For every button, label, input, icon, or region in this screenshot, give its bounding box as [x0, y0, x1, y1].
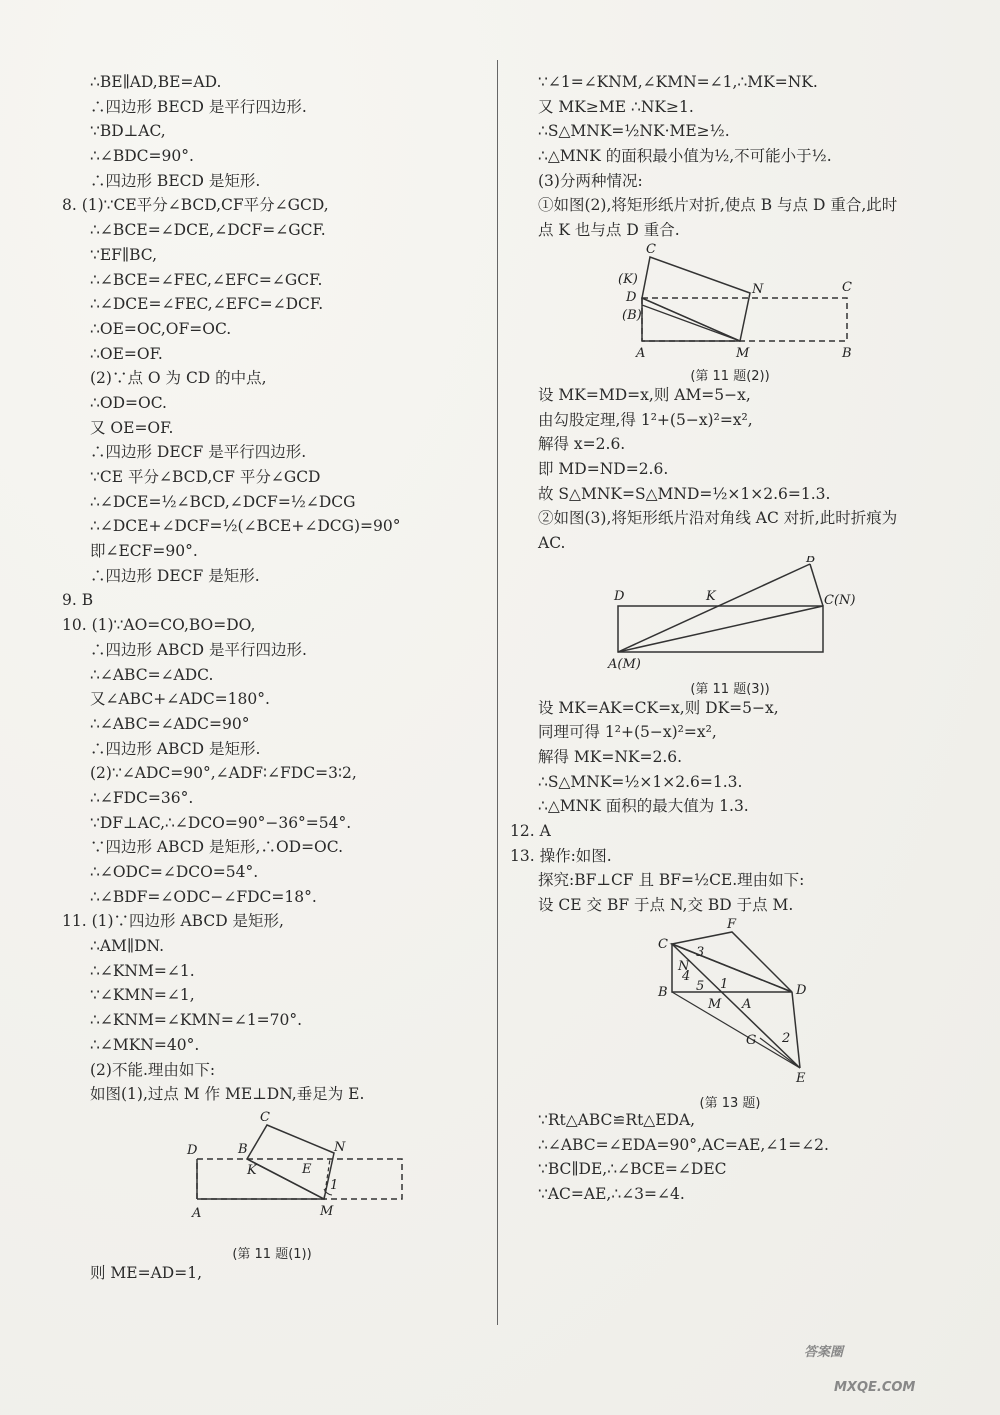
fig2-label-B-paren: (B)	[622, 307, 642, 323]
right-lines-3-line: 设 CE 交 BF 于点 N,交 BD 于点 M.	[538, 896, 794, 915]
left-column	[62, 70, 482, 1286]
figure-11-1-diagram	[62, 1111, 482, 1239]
fig1-label-N: N	[334, 1139, 346, 1155]
fig3-label-K: K	[706, 588, 716, 604]
left-lines-2-line: ∴四边形 DECF 是矩形.	[90, 566, 260, 585]
fig1-label-B: B	[238, 1141, 248, 1157]
fig3-label-B: B	[806, 555, 816, 566]
fig1-label-M: M	[320, 1203, 334, 1219]
fig1-label-K: K	[247, 1162, 257, 1178]
left-last-line: 则 ME=AD=1,	[90, 1263, 202, 1282]
fig13-label-4: 4	[682, 968, 691, 984]
left-lines-2-line: 11. (1)∵四边形 ABCD 是矩形,	[62, 912, 284, 931]
right-lines-1-line: ①如图(2),将矩形纸片对折,使点 B 与点 D 重合,此时	[538, 196, 898, 215]
watermark-sub: MXQE.COM	[834, 1380, 916, 1395]
figure-11-3-diagram	[510, 556, 950, 674]
left-lines-2-line: ∴四边形 ABCD 是矩形.	[90, 739, 261, 758]
left-lines-1-line: ∴BE∥AD,BE=AD.	[90, 73, 222, 91]
fig13-label-C: C	[658, 936, 668, 952]
fig2-label-M: M	[736, 345, 750, 361]
right-lines-3-line: 设 MK=AK=CK=x,则 DK=5−x,	[538, 698, 779, 717]
fig13-label-E: E	[796, 1070, 806, 1086]
right-lines-3-line: 探究:BF⊥CF 且 BF=½CE.理由如下:	[538, 871, 805, 890]
left-lines-2-line: ∴∠KNM=∠KMN=∠1=70°.	[90, 1011, 303, 1030]
fig13-label-B: B	[658, 984, 668, 1000]
left-lines-2-line: ∴∠ABC=∠ADC.	[90, 665, 214, 684]
fig13-label-3: 3	[696, 944, 705, 960]
left-lines-2-line: 8. (1)∵CE平分∠BCD,CF平分∠GCD,	[62, 196, 329, 215]
figure-13-caption: (第 13 题)	[699, 1095, 761, 1111]
fig3-label-AM: A(M)	[608, 656, 641, 672]
right-lines-3-line: 12. A	[510, 822, 551, 841]
left-lines-1-line: ∵BD⊥AC,	[90, 122, 166, 141]
fig13-label-D: D	[796, 982, 807, 998]
right-lines-2-line: 即 MD=ND=2.6.	[538, 459, 669, 478]
watermark-main: 答案圈	[804, 1345, 844, 1360]
fig2-label-C2: C	[842, 279, 852, 295]
left-lines-1-line: ∴四边形 BECD 是矩形.	[90, 171, 261, 190]
left-lines-2-line: (2)∵∠ADC=90°,∠ADF∶∠FDC=3∶2,	[90, 764, 357, 783]
fig13-label-2: 2	[782, 1030, 791, 1046]
left-lines-2-line: ∵四边形 ABCD 是矩形,∴OD=OC.	[90, 838, 344, 857]
right-lines-2-line: ②如图(3),将矩形纸片沿对角线 AC 对折,此时折痕为	[538, 509, 898, 528]
left-lines-2-line: ∴∠KNM=∠1.	[90, 961, 195, 980]
fig2-label-B: B	[842, 345, 852, 361]
column-divider	[497, 60, 498, 1325]
left-lines-2-line: ∴∠MKN=40°.	[90, 1035, 200, 1054]
figure-11-2	[510, 243, 950, 383]
right-lines-3-line: 同理可得 1²+(5−x)²=x²,	[538, 723, 717, 742]
watermark-logo	[794, 1301, 984, 1401]
right-lines-2-line: 故 S△MNK=S△MND=½×1×2.6=1.3.	[538, 484, 831, 503]
right-lines-3-line: 解得 MK=NK=2.6.	[538, 748, 683, 766]
fig13-label-G: G	[746, 1032, 757, 1048]
right-column	[510, 70, 950, 1207]
right-lines-1-line: (3)分两种情况:	[538, 171, 643, 190]
figure-11-1	[62, 1111, 482, 1261]
fig1-label-A: A	[192, 1205, 202, 1221]
fig2-label-K: (K)	[618, 271, 638, 287]
left-lines-2-line: 又∠ABC+∠ADC=180°.	[90, 690, 270, 709]
right-lines-2-line: AC.	[538, 533, 566, 552]
left-lines-2-line: ∵CE 平分∠BCD,CF 平分∠GCD	[90, 468, 321, 486]
left-lines-2-line: ∴∠DCE=∠FEC,∠EFC=∠DCF.	[90, 295, 324, 314]
left-lines-2-line: ∴∠ODC=∠DCO=54°.	[90, 863, 259, 881]
right-lines-3-line: 13. 操作:如图.	[510, 846, 612, 865]
left-lines-2-line: ∴四边形 DECF 是平行四边形.	[90, 443, 307, 462]
figure-11-3	[510, 556, 950, 696]
left-lines-1-line: ∴∠BDC=90°.	[90, 147, 194, 166]
left-lines-2-line: ∴∠ABC=∠ADC=90°	[90, 714, 250, 733]
fig13-label-N: N	[678, 958, 690, 974]
right-lines-4-line: ∵AC=AE,∴∠3=∠4.	[538, 1184, 685, 1203]
left-lines-2-line: 如图(1),过点 M 作 ME⊥DN,垂足为 E.	[90, 1085, 365, 1104]
left-lines-2-line: ∴∠DCE=½∠BCD,∠DCF=½∠DCG	[90, 492, 356, 511]
left-lines-2-line: 9. B	[62, 591, 94, 610]
fig3-label-D: D	[614, 588, 625, 604]
fig13-label-1: 1	[720, 976, 729, 992]
right-lines-4-line: ∵BC∥DE,∴∠BCE=∠DEC	[538, 1160, 727, 1179]
fig2-label-A: A	[636, 345, 646, 361]
right-lines-1-line: 又 MK≥ME ∴NK≥1.	[538, 97, 694, 116]
fig3-label-CN: C(N)	[824, 592, 856, 608]
right-lines-4-line: ∴∠ABC=∠EDA=90°,AC=AE,∠1=∠2.	[538, 1135, 829, 1154]
right-lines-1-line: ∵∠1=∠KNM,∠KMN=∠1,∴MK=NK.	[538, 73, 818, 91]
left-lines-2-line: 即∠ECF=90°.	[90, 542, 198, 561]
left-lines-2-line: ∴AM∥DN.	[90, 937, 165, 956]
figure-11-2-caption: (第 11 题(2))	[690, 368, 770, 384]
right-lines-3-line: ∴S△MNK=½×1×2.6=1.3.	[538, 772, 743, 791]
left-lines-2-line: (2)∵点 O 为 CD 的中点,	[90, 369, 267, 388]
fig1-label-1: 1	[330, 1177, 339, 1193]
right-lines-2-line: 解得 x=2.6.	[538, 435, 626, 454]
left-lines-2-line: (2)不能.理由如下:	[90, 1060, 216, 1079]
left-lines-2-line: ∴∠FDC=36°.	[90, 788, 194, 807]
fig1-label-C: C	[260, 1110, 270, 1125]
fig1-label-D: D	[187, 1142, 198, 1158]
left-lines-2-line: ∴OD=OC.	[90, 393, 167, 412]
right-lines-2-line: 设 MK=MD=x,则 AM=5−x,	[538, 385, 751, 404]
left-lines-2-line: ∵EF∥BC,	[90, 245, 158, 264]
left-lines-2-line: ∴∠BCE=∠DCE,∠DCF=∠GCF.	[90, 221, 326, 240]
fig13-label-F: F	[727, 917, 737, 932]
left-lines-2-line: 10. (1)∵AO=CO,BO=DO,	[62, 616, 256, 635]
fig2-label-D: D	[626, 289, 637, 305]
fig2-label-C: C	[646, 242, 656, 257]
left-lines-2-line: ∴四边形 ABCD 是平行四边形.	[90, 640, 307, 659]
right-lines-2-line: 由勾股定理,得 1²+(5−x)²=x²,	[538, 410, 753, 429]
figure-13-diagram	[510, 918, 950, 1088]
figure-11-2-diagram	[510, 243, 950, 361]
right-lines-1-line: ∴S△MNK=½NK·ME≥½.	[538, 122, 730, 141]
right-lines-3-line: ∴△MNK 面积的最大值为 1.3.	[538, 797, 749, 816]
right-lines-1-line: 点 K 也与点 D 重合.	[538, 221, 680, 240]
left-lines-2-line: ∵DF⊥AC,∴∠DCO=90°−36°=54°.	[90, 813, 352, 832]
figure-13	[510, 917, 950, 1111]
fig13-label-A: A	[742, 996, 752, 1012]
fig1-label-E: E	[302, 1161, 312, 1177]
fig13-label-M: M	[708, 996, 722, 1012]
left-lines-2-line: ∴∠BCE=∠FEC,∠EFC=∠GCF.	[90, 270, 323, 289]
figure-11-3-caption: (第 11 题(3))	[690, 681, 770, 697]
left-lines-2-line: ∴OE=OC,OF=OC.	[90, 319, 232, 338]
fig13-label-5: 5	[696, 978, 705, 994]
left-lines-2-line: 又 OE=OF.	[90, 418, 174, 437]
left-lines-2-line: ∴∠BDF=∠ODC−∠FDC=18°.	[90, 887, 317, 906]
right-lines-1-line: ∴△MNK 的面积最小值为½,不可能小于½.	[538, 147, 832, 166]
left-lines-2-line: ∴OE=OF.	[90, 344, 163, 363]
left-lines-2-line: ∵∠KMN=∠1,	[90, 986, 195, 1005]
left-lines-1-line: ∴四边形 BECD 是平行四边形.	[90, 97, 307, 116]
left-lines-2-line: ∴∠DCE+∠DCF=½(∠BCE+∠DCG)=90°	[90, 517, 401, 536]
fig2-label-N: N	[752, 281, 764, 297]
right-lines-4-line: ∵Rt△ABC≌Rt△EDA,	[538, 1110, 696, 1129]
figure-11-1-caption: (第 11 题(1))	[232, 1246, 312, 1262]
